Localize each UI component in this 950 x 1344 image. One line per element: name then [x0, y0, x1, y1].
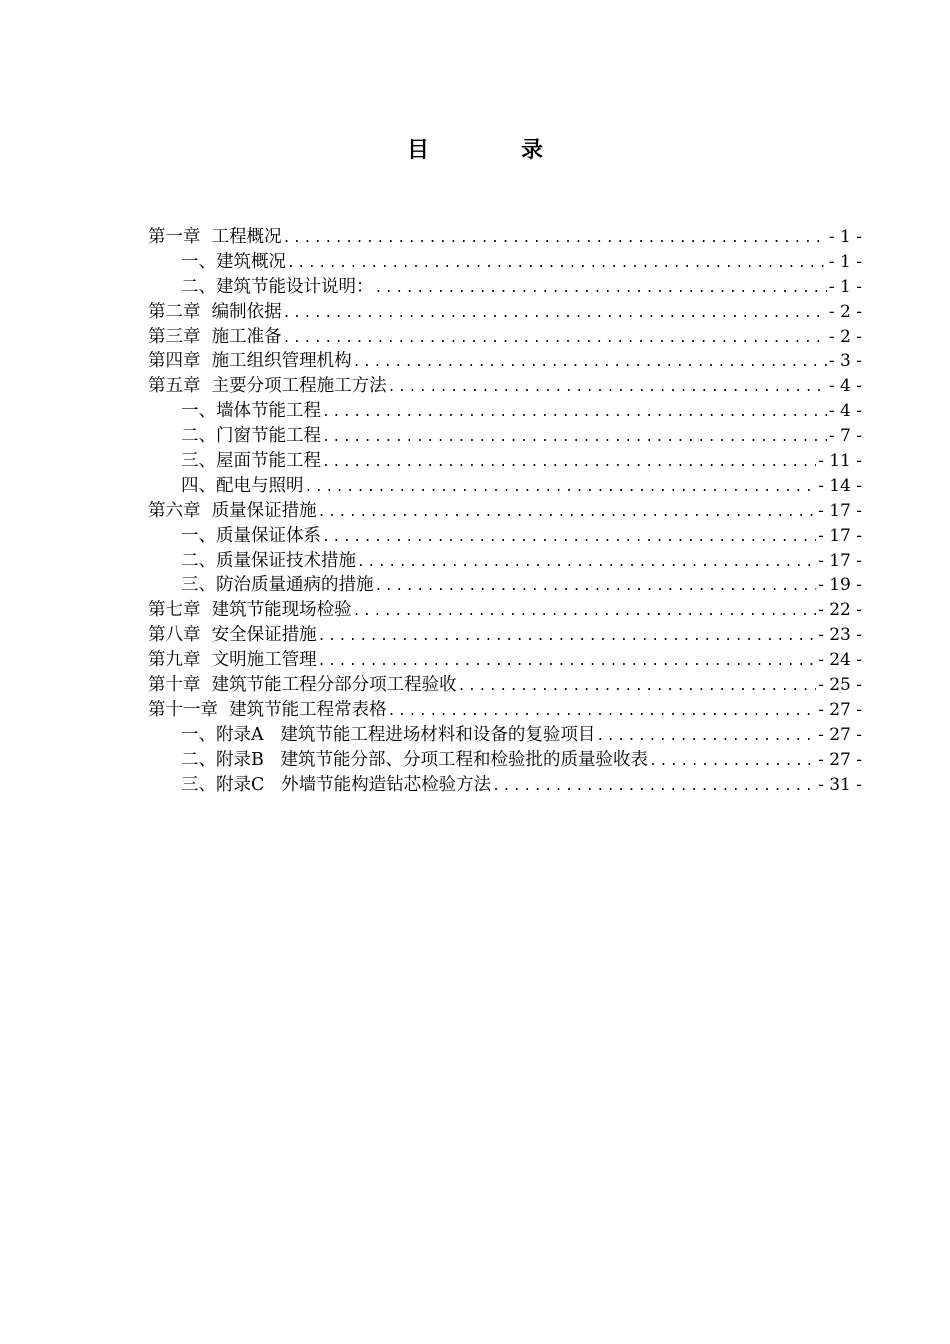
- toc-entry[interactable]: [148, 623, 862, 648]
- toc-entry-page-number: - 11 -: [818, 451, 862, 472]
- toc-leader-dots: [282, 327, 827, 350]
- title-char-right: 录: [521, 138, 544, 163]
- toc-entry-page-number: - 4 -: [828, 376, 862, 397]
- toc-leader-dots: [491, 775, 816, 798]
- toc-entry-page-number: - 22 -: [818, 600, 862, 621]
- toc-entry-label: 二、建筑节能设计说明：: [181, 276, 374, 297]
- toc-entry-label: 一、墙体节能工程: [181, 401, 321, 422]
- toc-entry[interactable]: [148, 325, 862, 350]
- toc-leader-dots: [321, 401, 827, 424]
- toc-entry-label: 第四章 施工组织管理机构: [148, 351, 352, 372]
- toc-leader-dots: [321, 526, 816, 549]
- toc-leader-dots: [387, 376, 827, 399]
- toc-entry[interactable]: [148, 773, 862, 798]
- toc-entry-label: 第七章 建筑节能现场检验: [148, 600, 352, 621]
- toc-entry-page-number: - 2 -: [828, 301, 862, 322]
- toc-entry-page-number: - 2 -: [828, 326, 862, 347]
- toc-entry[interactable]: [148, 275, 862, 300]
- toc-entry[interactable]: [148, 648, 862, 673]
- toc-entry-page-number: - 1 -: [828, 251, 862, 272]
- toc-entry[interactable]: [148, 250, 862, 275]
- toc-entry-label: 二、质量保证技术措施: [181, 550, 356, 571]
- toc-entry-label: 第一章 工程概况: [148, 227, 282, 247]
- toc-entry-label: 三、附录C 外墙节能构造钻芯检验方法: [181, 774, 492, 795]
- toc-entry[interactable]: [148, 374, 862, 399]
- toc-leader-dots: [457, 675, 816, 698]
- toc-entry-label: 第八章 安全保证措施: [148, 625, 317, 646]
- page-title: [0, 133, 950, 164]
- toc-entry-label: 二、附录B 建筑节能分部、分项工程和检验批的质量验收表: [181, 749, 649, 770]
- toc-leader-dots: [356, 551, 816, 574]
- toc-leader-dots: [374, 277, 827, 300]
- toc-entry[interactable]: [148, 524, 862, 549]
- toc-entry-label: 第三章 施工准备: [148, 326, 282, 347]
- toc-entry-page-number: - 24 -: [818, 650, 862, 671]
- table-of-contents: [148, 225, 862, 797]
- toc-leader-dots: [286, 252, 827, 275]
- toc-leader-dots: [352, 351, 827, 374]
- toc-entry-page-number: - 27 -: [818, 724, 862, 745]
- toc-leader-dots: [282, 302, 827, 325]
- toc-leader-dots: [321, 426, 827, 449]
- toc-entry-page-number: - 3 -: [828, 351, 862, 372]
- toc-entry-page-number: - 31 -: [818, 774, 862, 795]
- toc-entry[interactable]: [148, 499, 862, 524]
- toc-leader-dots: [317, 650, 816, 673]
- toc-entry-label: 第十章 建筑节能工程分部分项工程验收: [148, 675, 457, 696]
- toc-leader-dots: [304, 476, 817, 499]
- toc-entry[interactable]: [148, 723, 862, 748]
- toc-leader-dots: [282, 227, 827, 250]
- toc-entry[interactable]: [148, 424, 862, 449]
- toc-entry-label: 一、质量保证体系: [181, 525, 321, 546]
- toc-entry[interactable]: [148, 300, 862, 325]
- toc-entry[interactable]: [148, 673, 862, 698]
- toc-entry[interactable]: [148, 748, 862, 773]
- toc-leader-dots: [317, 501, 816, 524]
- toc-leader-dots: [317, 625, 816, 648]
- toc-entry-label: 第六章 质量保证措施: [148, 500, 317, 521]
- toc-entry[interactable]: [148, 698, 862, 723]
- toc-entry-page-number: - 27 -: [818, 699, 862, 720]
- toc-leader-dots: [387, 700, 816, 723]
- toc-leader-dots: [595, 725, 816, 748]
- toc-entry[interactable]: [148, 449, 862, 474]
- title-char-left: 目: [406, 138, 429, 163]
- toc-leader-dots: [352, 600, 816, 623]
- toc-entry[interactable]: [148, 549, 862, 574]
- toc-entry-page-number: - 17 -: [818, 550, 862, 571]
- toc-entry-label: 第十一章 建筑节能工程常表格: [148, 699, 387, 720]
- toc-leader-dots: [374, 575, 817, 598]
- toc-entry-label: 第九章 文明施工管理: [148, 650, 317, 671]
- toc-entry-label: 三、防治质量通病的措施: [181, 575, 374, 596]
- toc-entry-label: 第二章 编制依据: [148, 301, 282, 322]
- toc-entry-page-number: - 4 -: [828, 401, 862, 422]
- toc-entry-page-number: - 7 -: [828, 426, 862, 447]
- toc-entry[interactable]: [148, 225, 862, 250]
- toc-entry-page-number: - 19 -: [818, 575, 862, 596]
- toc-entry-page-number: - 1 -: [828, 227, 862, 247]
- toc-entry-label: 一、附录A 建筑节能工程进场材料和设备的复验项目: [181, 724, 596, 745]
- toc-entry[interactable]: [148, 349, 862, 374]
- toc-entry-label: 四、配电与照明: [181, 475, 304, 496]
- toc-leader-dots: [321, 451, 816, 474]
- toc-entry-label: 一、建筑概况: [181, 251, 286, 272]
- toc-entry-page-number: - 27 -: [818, 749, 862, 770]
- toc-entry-label: 第五章 主要分项工程施工方法: [148, 376, 387, 397]
- toc-entry-page-number: - 23 -: [818, 625, 862, 646]
- toc-entry[interactable]: [148, 598, 862, 623]
- toc-entry-label: 三、屋面节能工程: [181, 451, 321, 472]
- toc-entry[interactable]: [148, 399, 862, 424]
- toc-entry[interactable]: [148, 474, 862, 499]
- toc-entry-page-number: - 17 -: [818, 500, 862, 521]
- toc-entry-page-number: - 1 -: [828, 276, 862, 297]
- toc-entry-page-number: - 14 -: [818, 475, 862, 496]
- toc-entry[interactable]: [148, 573, 862, 598]
- toc-entry-label: 二、门窗节能工程: [181, 426, 321, 447]
- toc-entry-page-number: - 25 -: [818, 675, 862, 696]
- toc-entry-page-number: - 17 -: [818, 525, 862, 546]
- toc-leader-dots: [648, 750, 816, 773]
